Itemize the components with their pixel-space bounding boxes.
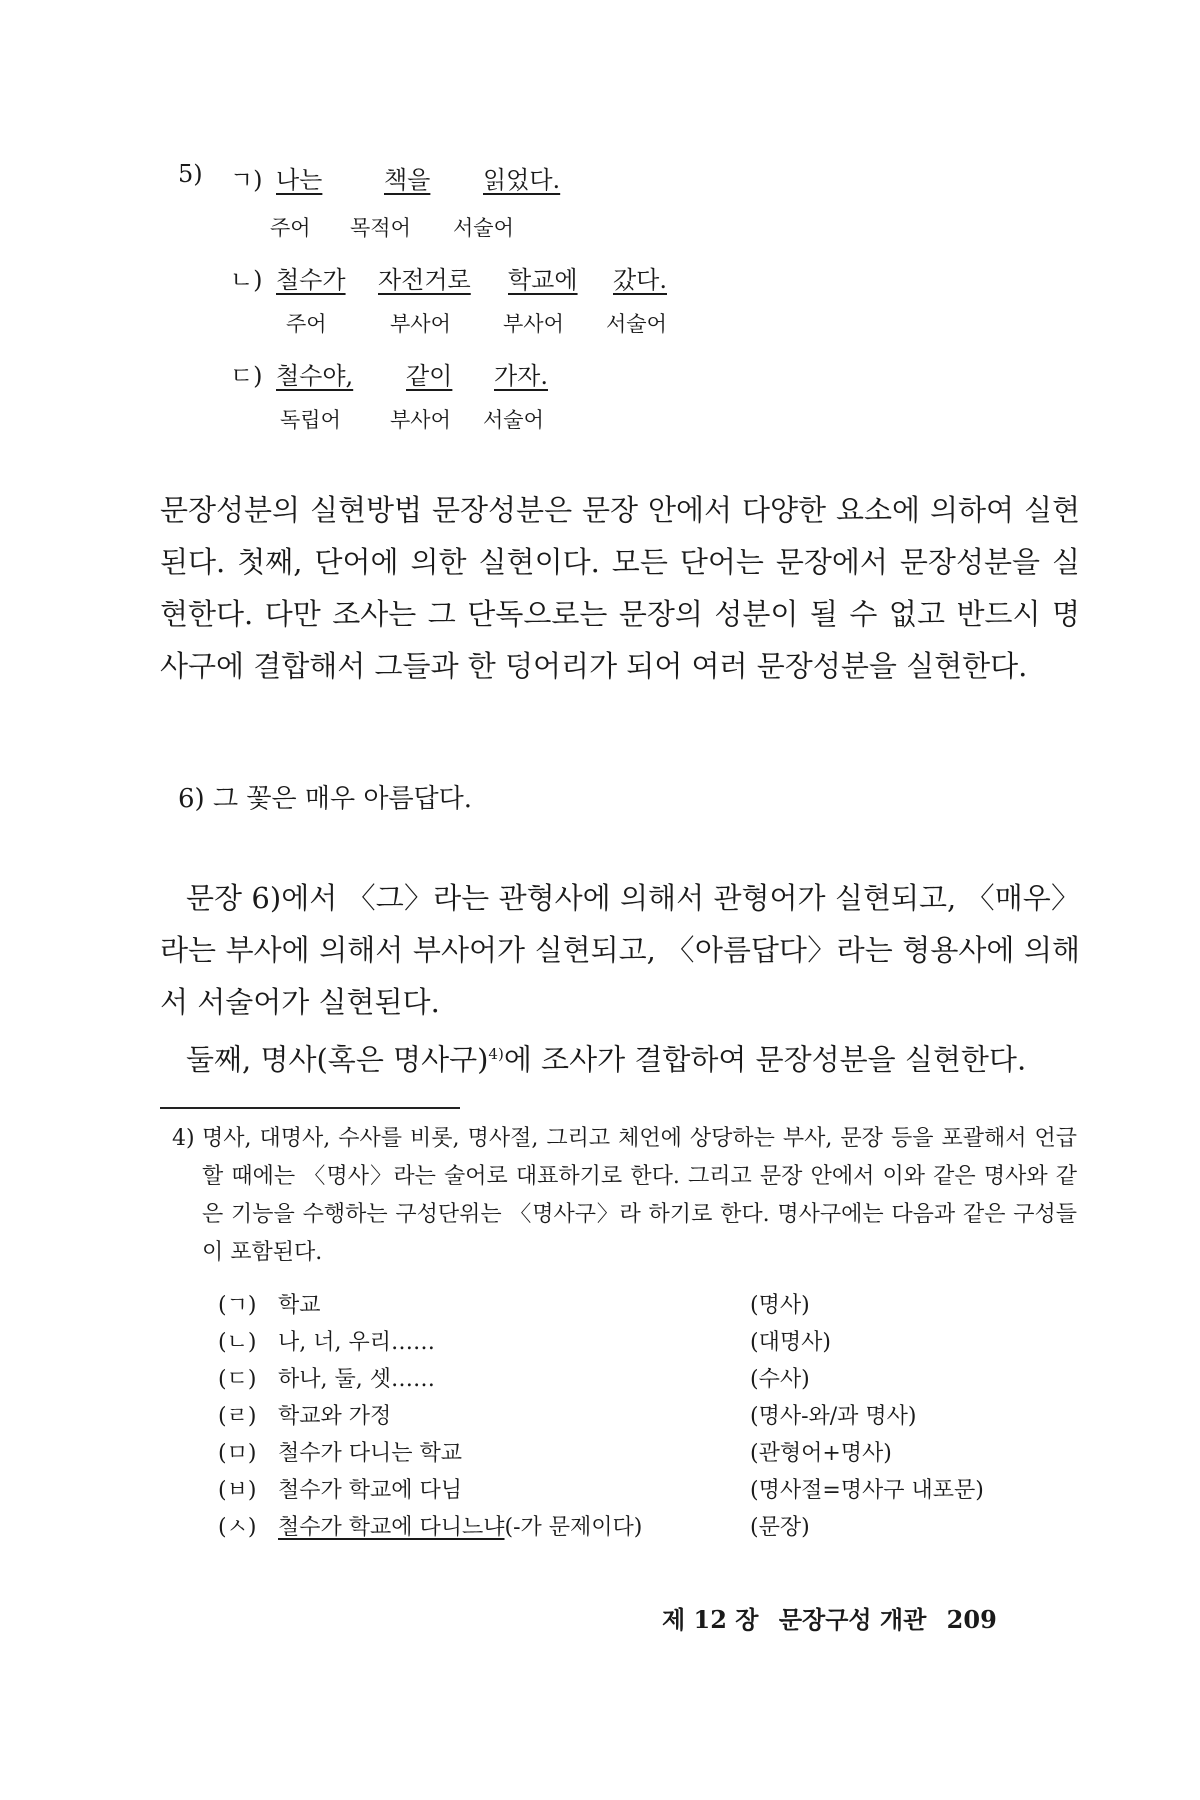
item-text: 나, 너, 우리……	[278, 1330, 435, 1355]
footnote-separator	[160, 1107, 460, 1109]
item-category: (수사)	[750, 1367, 810, 1392]
sentence-word: 학교에	[508, 266, 578, 294]
component-label: 목적어	[350, 216, 411, 240]
paragraph-second-method	[160, 1028, 1080, 1086]
paragraph-realization-methods	[160, 484, 1080, 692]
text-before: 둘째, 명사(혹은 명사구)	[186, 1042, 489, 1077]
row-marker: ㄱ)	[230, 166, 263, 194]
item-marker: (ㄷ)	[218, 1367, 257, 1392]
component-label: 주어	[270, 216, 311, 240]
paragraph-text	[160, 1028, 1080, 1086]
list-item	[218, 1436, 1078, 1472]
item-text-underlined: 철수가 학교에 다니느냐	[278, 1515, 505, 1540]
component-label: 서술어	[483, 408, 544, 432]
list-item	[218, 1473, 1078, 1509]
item-marker: (ㄱ)	[218, 1293, 257, 1318]
item-category: (명사)	[750, 1293, 810, 1318]
sentence-word: 같이	[406, 362, 453, 390]
item-marker: (ㄴ)	[218, 1330, 257, 1355]
item-text: 철수가 다니는 학교	[278, 1441, 463, 1466]
item-marker: (ㅅ)	[218, 1515, 257, 1540]
item-category: (관형어+명사)	[750, 1441, 892, 1466]
item-marker: (ㅁ)	[218, 1441, 257, 1466]
example-number: 5)	[178, 160, 203, 188]
item-marker: (ㅂ)	[218, 1478, 257, 1503]
component-label: 부사어	[390, 312, 451, 336]
list-item	[218, 1399, 1078, 1435]
list-item	[218, 1325, 1078, 1361]
item-text-rest: (-가 문제이다)	[504, 1515, 643, 1540]
sentence-word: 가자.	[494, 362, 548, 390]
item-category: (대명사)	[750, 1330, 831, 1355]
sentence-word: 갔다.	[613, 266, 667, 294]
item-text: 학교와 가정	[278, 1404, 392, 1429]
component-label: 주어	[286, 312, 327, 336]
item-text: 학교	[278, 1293, 321, 1318]
sentence-word: 철수야,	[276, 362, 354, 390]
item-text	[278, 1510, 642, 1541]
chapter-number: 제 12 장	[662, 1605, 759, 1634]
paragraph-text: 문장 6)에서 〈그〉라는 관형사에 의해서 관형어가 실현되고, 〈매우〉라는 부사에 의해서 부사어가 실현되고, 〈아름답다〉라는 형용사에 의해서 서술어가 실현된다.	[160, 881, 1080, 1019]
row-marker: ㄴ)	[230, 266, 263, 294]
sentence-word: 책을	[384, 166, 431, 194]
sentence-word: 철수가	[276, 266, 346, 294]
component-label: 부사어	[390, 408, 451, 432]
paragraph-text: 문장성분의 실현방법 문장성분은 문장 안에서 다양한 요소에 의하여 실현된다. 첫째, 단어에 의한 실현이다. 모든 단어는 문장에서 문장성분을 실현한다. 다만 조사는 그 단독으로는 문장의 성분이 될 수 없고 반드시 명사구에 결합해서 그들과 한 덩어리가 되어 여러 문장성분을 실현한다.	[160, 493, 1080, 683]
footnote-4	[172, 1120, 1077, 1272]
sentence-word: 읽었다.	[483, 166, 561, 194]
footnote-number: 4)	[172, 1126, 195, 1151]
list-item	[218, 1510, 1078, 1546]
row-marker: ㄷ)	[230, 362, 263, 390]
running-footer	[662, 1600, 1009, 1635]
paragraph-example-6-analysis	[160, 872, 1080, 1028]
component-label: 독립어	[280, 408, 341, 432]
item-text: 하나, 둘, 셋……	[278, 1367, 435, 1392]
item-category: (명사절=명사구 내포문)	[750, 1478, 984, 1503]
example-6: 6) 그 꽃은 매우 아름답다.	[178, 784, 473, 814]
list-item	[218, 1362, 1078, 1398]
footnote-ref: 4)	[488, 1045, 504, 1063]
page-number: 209	[946, 1605, 997, 1634]
chapter-title: 문장구성 개관	[778, 1605, 927, 1634]
sentence-word: 자전거로	[378, 266, 471, 294]
item-marker: (ㄹ)	[218, 1404, 257, 1429]
component-label: 서술어	[453, 216, 514, 240]
text-after: 에 조사가 결합하여 문장성분을 실현한다.	[503, 1042, 1027, 1077]
item-text: 철수가 학교에 다님	[278, 1478, 463, 1503]
sentence-word: 나는	[276, 166, 323, 194]
component-label: 부사어	[503, 312, 564, 336]
item-category: (문장)	[750, 1515, 810, 1540]
list-item	[218, 1288, 1078, 1324]
footnote-text: 명사, 대명사, 수사를 비롯, 명사절, 그리고 체언에 상당하는 부사, 문장 등을 포괄해서 언급할 때에는 〈명사〉라는 술어로 대표하기로 한다. 그리고 문장 안에서 이와 같은 명사와 같은 기능을 수행하는 구성단위는 〈명사구〉라 하기로 한다. 명사구에는 다음과 같은 구성들이 포함된다.	[202, 1126, 1077, 1265]
item-category: (명사-와/과 명사)	[750, 1404, 917, 1429]
component-label: 서술어	[606, 312, 667, 336]
